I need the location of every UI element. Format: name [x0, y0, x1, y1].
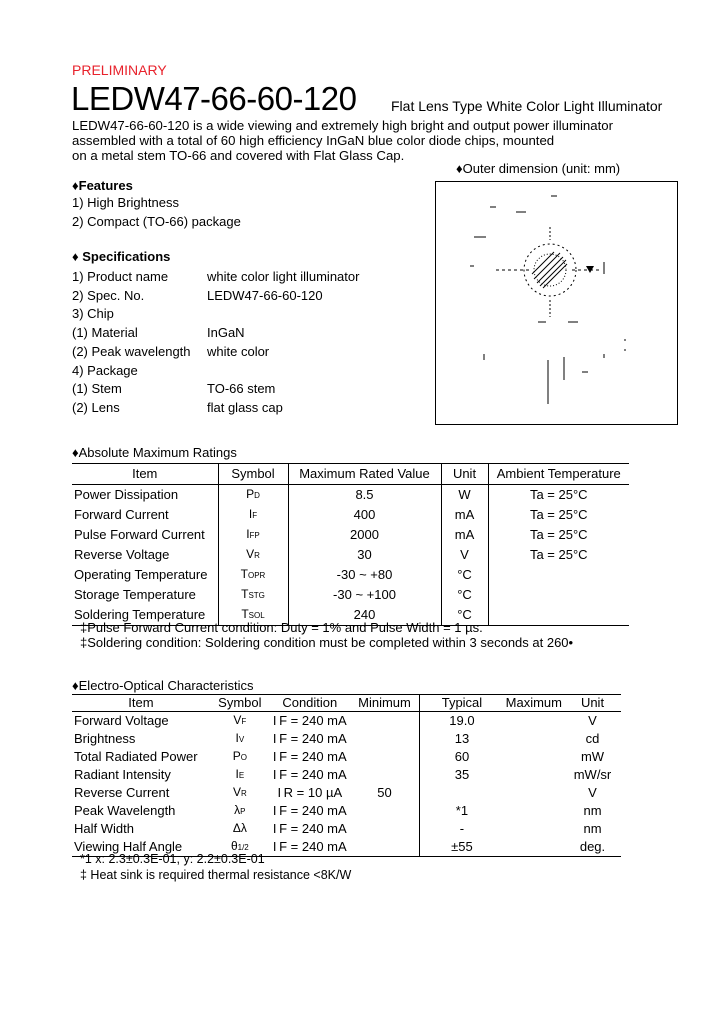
column-header: Symbol [218, 464, 288, 485]
table-header-row [72, 695, 621, 712]
spec-value: flat glass cap [207, 400, 283, 415]
item-cell: Reverse Voltage [74, 547, 170, 562]
table-row [72, 545, 629, 565]
specifications-heading: ♦ Specifications [72, 249, 171, 264]
symbol-cell: λP [234, 803, 246, 817]
maximum-cell [504, 820, 564, 838]
description-line: LEDW47-66-60-120 is a wide viewing and extremely high bright and output power illuminator [72, 118, 613, 133]
ambient-cell: Ta = 25°C [488, 505, 629, 525]
spec-label: 3) Chip [72, 306, 114, 321]
spec-value: InGaN [207, 325, 245, 340]
ambient-cell [488, 565, 629, 585]
spec-label: (1) Material [72, 325, 138, 340]
eoc-footnote: ‡ Heat sink is required thermal resistance <8K/W [80, 868, 352, 882]
table-row [72, 802, 621, 820]
table-header-row [72, 464, 629, 485]
maximum-cell [504, 766, 564, 784]
value-cell: 8.5 [288, 484, 441, 505]
condition-cell: I F = 240 mA [272, 731, 347, 746]
minimum-cell [350, 730, 420, 748]
table-row [72, 820, 621, 838]
value-cell: 400 [288, 505, 441, 525]
value-cell: 2000 [288, 525, 441, 545]
eoc-heading: ♦Electro-Optical Characteristics [72, 678, 254, 693]
ambient-cell: Ta = 25°C [488, 525, 629, 545]
item-cell: Forward Current [74, 507, 169, 522]
symbol-cell: Δλ [232, 821, 247, 835]
part-number-title: LEDW47-66-60-120 [71, 80, 357, 117]
outer-dimension-label: ♦Outer dimension (unit: mm) [456, 161, 621, 176]
minimum-cell [350, 820, 420, 838]
product-description [72, 118, 632, 163]
absolute-maximum-ratings-table [72, 463, 629, 626]
condition-cell: I F = 240 mA [272, 713, 347, 728]
typical-cell: 60 [420, 748, 504, 766]
symbol-cell: VF [233, 713, 247, 727]
table-row [72, 585, 629, 605]
column-header: Typical [420, 695, 504, 712]
unit-cell: V [588, 785, 597, 800]
unit-cell: nm [583, 803, 602, 818]
typical-cell: 35 [420, 766, 504, 784]
symbol-cell: VR [218, 545, 288, 565]
table-row [72, 712, 621, 731]
table-row [72, 525, 629, 545]
unit-cell: mW/sr [573, 767, 612, 782]
column-header: Ambient Temperature [488, 464, 629, 485]
maximum-cell [504, 838, 564, 857]
spec-label: 4) Package [72, 363, 138, 378]
typical-cell [420, 784, 504, 802]
spec-value: white color [207, 344, 270, 359]
feature-item: 2) Compact (TO-66) package [72, 214, 241, 229]
typical-cell: 13 [420, 730, 504, 748]
item-cell: Pulse Forward Current [74, 527, 205, 542]
column-header: Symbol [210, 695, 270, 712]
unit-cell: °C [441, 565, 488, 585]
minimum-cell [350, 748, 420, 766]
unit-cell: mA [441, 505, 488, 525]
value-cell: 240 [288, 605, 441, 626]
feature-item: 1) High Brightness [72, 195, 179, 210]
amr-note: ‡Soldering condition: Soldering condition must be completed within 3 seconds at 260• [80, 635, 574, 650]
electro-optical-table [72, 694, 621, 857]
symbol-cell: θ1/2 [210, 838, 270, 857]
item-cell: Operating Temperature [74, 567, 208, 582]
item-cell: Soldering Temperature [72, 605, 218, 626]
amr-heading: ♦Absolute Maximum Ratings [72, 445, 237, 460]
table-row [72, 484, 629, 505]
symbol-cell: VR [232, 785, 247, 799]
column-header: Unit [564, 695, 621, 712]
minimum-cell [350, 712, 420, 731]
symbol-cell: PD [218, 484, 288, 505]
unit-cell: nm [583, 821, 602, 836]
condition-cell: I F = 240 mA [272, 767, 347, 782]
typical-cell: *1 [420, 802, 504, 820]
symbol-cell: TOPR [218, 565, 288, 585]
symbol-cell: TSTG [218, 585, 288, 605]
item-cell: Radiant Intensity [74, 767, 171, 782]
table-row [72, 748, 621, 766]
spec-label: 1) Product name [72, 269, 169, 284]
item-cell: Viewing Half Angle [72, 838, 210, 857]
description-line: assembled with a total of 60 high efficiency InGaN blue color diode chips, mounted [72, 133, 555, 148]
typical-cell: 19.0 [420, 712, 504, 731]
column-header: Item [72, 695, 210, 712]
unit-cell: °C [441, 605, 488, 626]
condition-cell: I F = 240 mA [272, 821, 347, 836]
symbol-cell: IFP [218, 525, 288, 545]
unit-cell: deg. [564, 838, 621, 857]
unit-cell: °C [441, 585, 488, 605]
features-heading: ♦Features [72, 178, 133, 193]
item-cell: Total Radiated Power [74, 749, 198, 764]
value-cell: 30 [288, 545, 441, 565]
condition-cell: I F = 240 mA [270, 838, 350, 857]
maximum-cell [504, 712, 564, 731]
spec-label: (2) Peak wavelength [72, 344, 191, 359]
description-line: on a metal stem TO-66 and covered with Flat Glass Cap. [72, 148, 405, 163]
maximum-cell [504, 784, 564, 802]
product-subtitle: Flat Lens Type White Color Light Illuminator [391, 98, 663, 114]
symbol-cell: IE [235, 767, 245, 781]
column-header: Unit [441, 464, 488, 485]
ambient-cell: Ta = 25°C [488, 484, 629, 505]
unit-cell: W [441, 484, 488, 505]
ambient-cell: Ta = 25°C [488, 545, 629, 565]
spec-value: TO-66 stem [207, 381, 276, 396]
package-drawing-graphic [436, 182, 677, 424]
table-row [72, 766, 621, 784]
unit-cell: V [588, 713, 597, 728]
spec-label: (2) Lens [72, 400, 120, 415]
unit-cell: V [441, 545, 488, 565]
amr-note: ‡Pulse Forward Current condition: Duty = 1% and Pulse Width = 1 µs. [80, 620, 483, 635]
minimum-cell [350, 838, 420, 857]
unit-cell: mW [580, 749, 605, 764]
outer-dimension-drawing [435, 181, 678, 425]
ambient-cell [488, 585, 629, 605]
column-header: Condition [270, 695, 350, 712]
typical-cell: - [420, 820, 504, 838]
item-cell: Peak Wavelength [74, 803, 176, 818]
item-cell: Brightness [74, 731, 136, 746]
eoc-footnote: *1 x: 2.3±0.3E-01, y: 2.2±0.3E-01 [80, 852, 265, 866]
maximum-cell [504, 802, 564, 820]
spec-value: white color light illuminator [207, 269, 360, 284]
item-cell: Power Dissipation [74, 487, 179, 502]
preliminary-label: PRELIMINARY [72, 62, 167, 78]
column-header: Item [72, 464, 218, 485]
item-cell: Forward Voltage [74, 713, 169, 728]
maximum-cell [504, 730, 564, 748]
minimum-cell: 50 [377, 785, 392, 800]
column-header: Maximum Rated Value [288, 464, 441, 485]
table-row [72, 730, 621, 748]
maximum-cell [504, 748, 564, 766]
table-row [72, 784, 621, 802]
unit-cell: mA [441, 525, 488, 545]
symbol-cell: TSOL [218, 605, 288, 626]
typical-cell: ±55 [420, 838, 504, 857]
value-cell: -30 ~ +100 [288, 585, 441, 605]
minimum-cell [350, 802, 420, 820]
symbol-cell: PO [232, 749, 247, 763]
value-cell: -30 ~ +80 [288, 565, 441, 585]
column-header: Maximum [505, 695, 562, 710]
symbol-cell: IV [235, 731, 245, 745]
table-row [72, 565, 629, 585]
condition-cell: I R = 10 µA [277, 785, 343, 800]
spec-value: LEDW47-66-60-120 [207, 288, 323, 303]
ambient-cell [488, 605, 629, 626]
minimum-cell [350, 766, 420, 784]
condition-cell: I F = 240 mA [272, 749, 347, 764]
spec-label: 2) Spec. No. [72, 288, 145, 303]
spec-label: (1) Stem [72, 381, 122, 396]
unit-cell: cd [585, 731, 600, 746]
item-cell: Reverse Current [74, 785, 170, 800]
condition-cell: I F = 240 mA [272, 803, 347, 818]
item-cell: Storage Temperature [74, 587, 196, 602]
column-header: Minimum [350, 695, 420, 712]
table-row [72, 505, 629, 525]
symbol-cell: IF [218, 505, 288, 525]
item-cell: Half Width [74, 821, 134, 836]
